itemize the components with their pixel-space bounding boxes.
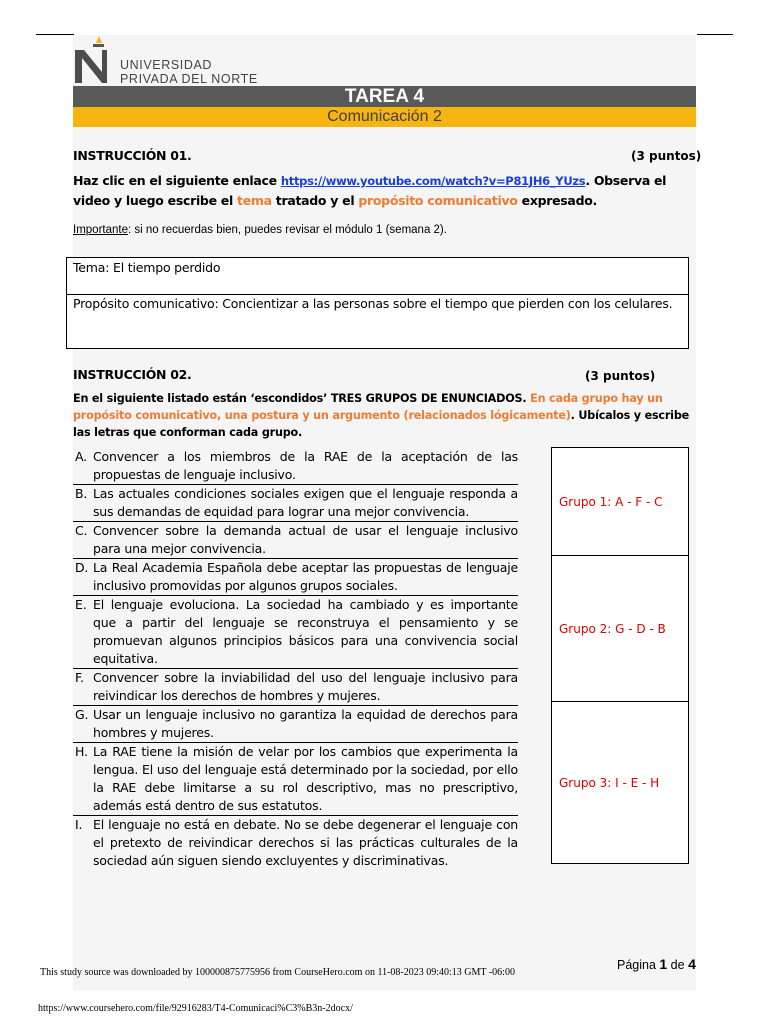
list-item: I. El lenguaje no está en debate. No se debe degenerar el lenguaje con el pretexto de reivindicar derechos si las prácticas culturales de la sociedad aún siguen siendo excluyentes y discriminativas. xyxy=(75,817,518,868)
instruction2-heading: INSTRUCCIÓN 02. xyxy=(73,367,192,382)
answer-tema-row xyxy=(67,258,688,277)
group-3-cell: Grupo 3: I - E - H xyxy=(551,701,689,864)
proposito-highlight: propósito comunicativo xyxy=(358,193,518,208)
list-item: F. Convencer sobre la inviabilidad del uso del lenguaje inclusivo para reivindicar los derechos de hombres y mujeres. xyxy=(73,669,518,706)
instruction2-points: (3 puntos) xyxy=(585,369,656,383)
answer-proposito: Propósito comunicativo: Concientizar a las personas sobre el tiempo que pierden con los celulares. xyxy=(73,296,673,311)
page-number: Página 1 de 4 xyxy=(617,956,696,972)
university-logo xyxy=(72,36,272,86)
list-item: A. Convencer a los miembros de la RAE de la aceptación de las propuestas de lenguaje inclusivo. xyxy=(73,448,518,485)
top-rule-left xyxy=(36,34,74,35)
university-name: UNIVERSIDAD PRIVADA DEL NORTE xyxy=(120,58,258,86)
group-2-cell: Grupo 2: G - D - B xyxy=(551,555,689,702)
page-subtitle: Comunicación 2 xyxy=(73,107,696,127)
source-url[interactable]: https://www.coursehero.com/file/92916283/T4-Comunicaci%C3%B3n-2docx/ xyxy=(38,1003,353,1014)
answer-proposito-row xyxy=(67,294,688,313)
tema-highlight: tema xyxy=(237,193,272,208)
instruction1-text: Haz clic en el siguiente enlace https://www.youtube.com/watch?v=P81JH6_YUzs. Observa el video y luego escribe el tema tratado y el propósito comunicativo expresado. xyxy=(73,173,667,208)
instruction1-heading: INSTRUCCIÓN 01. xyxy=(73,148,192,163)
statement-list xyxy=(73,448,518,870)
list-item: G. Usar un lenguaje inclusivo no garantiza la equidad de derechos para hombres y mujeres. xyxy=(73,706,518,743)
groups-table xyxy=(551,447,689,864)
instruction1-points: (3 puntos) xyxy=(631,149,702,163)
list-item: B. Las actuales condiciones sociales exigen que el lenguaje responda a sus demandas de equidad para lograr una mejor convivencia. xyxy=(73,485,518,522)
list-item: E. El lenguaje evoluciona. La sociedad ha cambiado y es importante que a partir del lenguaje se reconstruya el pensamiento y se promuevan algunos principios básicos para una convivencia social equitativa. xyxy=(73,596,518,669)
important-note: Importante: si no recuerdas bien, puedes revisar el módulo 1 (semana 2). xyxy=(73,224,447,236)
answer-tema: Tema: El tiempo perdido xyxy=(73,260,221,275)
top-rule-right xyxy=(697,34,733,35)
instruction2-text: En el siguiente listado están ‘escondidos’ TRES GRUPOS DE ENUNCIADOS. En cada grupo hay un propósito comunicativo, una postura y un argumento (relacionados lógicamente). Ubícalos y escribe las letras que conforman cada grupo. xyxy=(73,392,690,439)
list-item: H. La RAE tiene la misión de velar por los cambios que experimenta la lengua. El uso del lenguaje está determinado por la sociedad, por ello la RAE debe limitarse a su rol descriptivo, mas no prescriptivo, además está dentro de sus estatutos. xyxy=(73,743,518,816)
answer-table xyxy=(66,257,689,349)
upn-logo-icon xyxy=(72,36,118,86)
youtube-link[interactable]: https://www.youtube.com/watch?v=P81JH6_YUzs xyxy=(280,174,586,188)
page-title: TAREA 4 xyxy=(73,86,696,107)
list-item: D. La Real Academia Española debe aceptar las propuestas de lenguaje inclusivo promovidas por algunos grupos sociales. xyxy=(73,559,518,596)
list-item: C. Convencer sobre la demanda actual de usar el lenguaje inclusivo para una mejor convivencia. xyxy=(73,522,518,559)
download-source: This study source was downloaded by 100000875775956 from CourseHero.com on 11-08-2023 09:40:13 GMT -06:00 xyxy=(40,967,515,978)
instruction2-highlight: En cada grupo hay un propósito comunicativo, una postura y un argumento (relacionados lógicamente) xyxy=(73,392,663,422)
group-1-cell: Grupo 1: A - F - C xyxy=(551,447,689,556)
